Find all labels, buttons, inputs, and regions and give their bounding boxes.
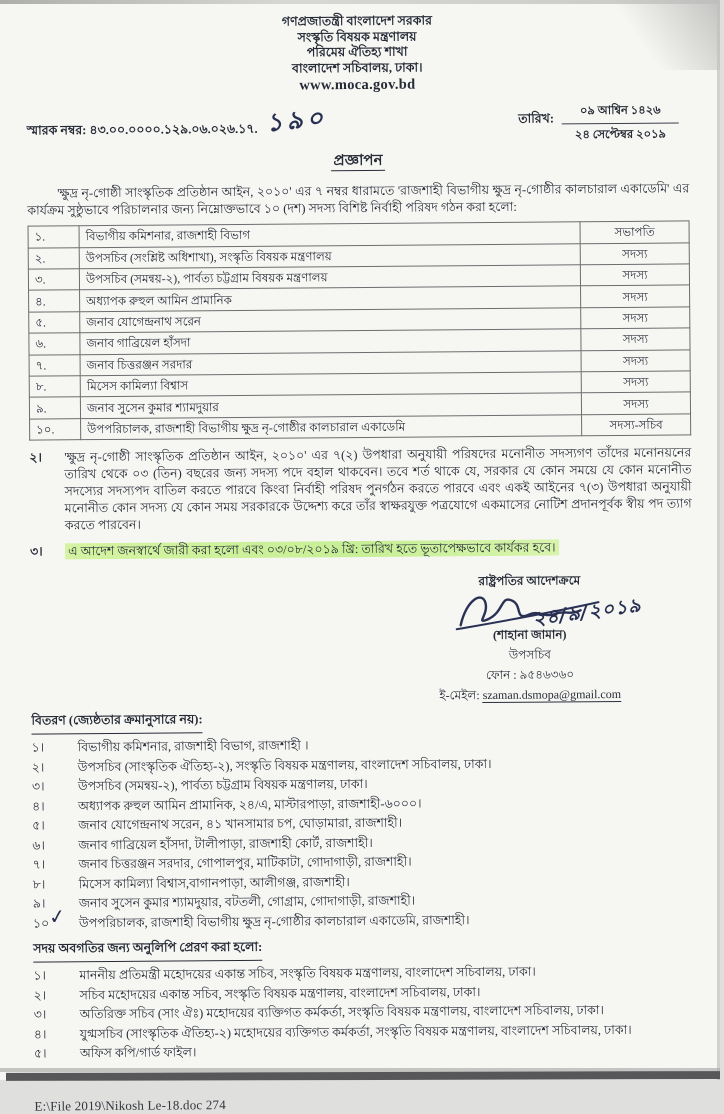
- scan-corner-shadow: [570, 0, 720, 70]
- signatory-designation: উপসচিব: [508, 647, 551, 662]
- list-item: ৫। জনাব যোগেন্দ্রনাথ সরেন, ৪১ খানসামার চপ, ঘোড়ামারা, রাজশাহী।: [32, 815, 403, 833]
- memo-number-line: [27, 104, 328, 149]
- clause-2: [29, 444, 692, 534]
- handwritten-date: ২৪/৯/২০১৯: [531, 594, 643, 631]
- list-item: ৮। মিসেস কামিল্যা বিশ্বাস,বাগানপাড়া, আলীগঞ্জ, রাজশাহী।: [32, 874, 350, 892]
- clause-3-number: ৩।: [30, 544, 43, 559]
- table-row: ৭. জনাব চিত্তরঞ্জন সরদার সদস্য: [29, 349, 690, 376]
- table-row: ৫. জনাব যোগেন্দ্রনাথ সরেন সদস্য: [29, 307, 690, 334]
- clause-2-number: ২।: [29, 450, 43, 465]
- list-item: ১। মাননীয় প্রতিমন্ত্রী মহোদয়ের একান্ত সচিব, সংস্কৃতি বিষয়ক মন্ত্রণালয়, বাংলাদেশ সচিবালয়, ঢাকা।: [33, 964, 536, 983]
- list-item: ৯। জনাব সুসেন কুমার শ্যামদুয়ার, বটতলী, গোগ্রাম, গোদাগাড়ী, রাজশাহী।: [32, 893, 416, 911]
- list-item: ৫। অফিস কপি/গার্ড ফাইল।: [33, 1045, 197, 1061]
- list-item: ২। সচিব মহোদয়ের একান্ত সচিব, সংস্কৃতি বিষয়ক মন্ত্রণালয়, বাংলাদেশ সচিবালয়, ঢাকা।: [33, 984, 481, 1003]
- date-label: তারিখ:: [518, 111, 555, 126]
- list-item: ৭। জনাব চিত্তরঞ্জন সরদার, গোপালপুর, মাটিকাটা, গোদাগাড়ী, রাজশাহী।: [32, 854, 412, 872]
- table-row: ৮. মিসেস কামিল্যা বিশ্বাস সদস্য: [29, 371, 690, 398]
- table-row: ১. বিভাগীয় কমিশনার, রাজশাহী বিভাগ সভাপতি: [28, 221, 689, 248]
- clause-3: [30, 538, 692, 560]
- signatory-phone: ফোন : ৯৫৪৬৩৬০: [485, 667, 575, 683]
- scan-edge-bottom: [6, 1071, 720, 1081]
- table-row: ২. উপসচিব (সংশ্লিষ্ট অধিশাখা), সংস্কৃতি বিষয়ক মন্ত্রণালয় সদস্য: [28, 242, 689, 269]
- table-row: ১০. উপপরিচালক, রাজশাহী বিভাগীয় ক্ষুদ্র নৃ-গোষ্ঠীর কালচারাল একাডেমি সদস্য-সচিব: [30, 414, 691, 441]
- copies-heading: সদয় অবগতির জন্য অনুলিপি প্রেরণ করা হলো:: [33, 939, 262, 963]
- memo-number-value: ৪৩.০০.০০০০.১২৯.০৬.০২৬.১৭.: [89, 121, 258, 138]
- handwritten-memo-number: ১৯০: [264, 102, 329, 138]
- memo-number-label: স্মারক নম্বর:: [26, 123, 87, 138]
- by-order-text: রাষ্ট্রপতির আদেশক্রমে: [478, 573, 581, 589]
- handwritten-checkmark-icon: ✓: [47, 904, 68, 930]
- copies-section: [33, 935, 696, 1064]
- table-row: ৪. অধ্যাপক রুহুল আমিন প্রামানিক সদস্য: [29, 285, 690, 312]
- ministry-name: সংস্কৃতি বিষয়ক মন্ত্রণালয়: [297, 29, 417, 44]
- notification-title: প্রজ্ঞাপন: [27, 146, 689, 176]
- date-gregorian: ২৪ সেপ্টেম্বর ২০১৯: [562, 122, 679, 145]
- handwritten-signature: [404, 588, 654, 632]
- date-block: [518, 101, 679, 145]
- list-item: ৪। যুগ্মসচিব (সাংস্কৃতিক ঐতিহ্য-২) মহোদয়ের ব্যক্তিগত কর্মকর্তা, সংস্কৃতি বিষয়ক মন্ত্রণালয়, বাংলাদেশ সচিবালয়, ঢাকা।: [33, 1022, 632, 1042]
- secretariat-address: বাংলাদেশ সচিবালয়, ঢাকা।: [291, 59, 423, 76]
- distribution-section: [31, 707, 695, 933]
- scan-edge-right: [717, 0, 720, 1080]
- list-item: ৬। জনাব গাব্রিয়েল হাঁসদা, টালীপাড়া, রাজশাহী কোর্ট, রাজশাহী।: [32, 835, 373, 853]
- signatory-email-line: [405, 684, 655, 706]
- ministry-website: www.moca.gov.bd: [299, 76, 416, 94]
- table-row: ৯. জনাব সুসেন কুমার শ্যামদুয়ার সদস্য: [29, 392, 690, 419]
- list-item: ৩। অতিরিক্ত সচিব (সাং ঐঃ) মহোদয়ের ব্যক্তিগত কর্মকর্তা, সংস্কৃতি বিষয়ক মন্ত্রণালয়, বাংলাদেশ সচিবালয়, ঢাকা।: [33, 1003, 605, 1022]
- signature-block: [404, 570, 655, 706]
- table-row: ৬. জনাব গাব্রিয়েল হাঁসদা সদস্য: [29, 328, 690, 355]
- highlighted-text: এ আদেশ জনস্বার্থে জারী করা হলো এবং ০৩/০৮/২০১৯ খ্রি: তারিখ হতে ভূতাপেক্ষভাবে কার্যকর হবে।: [65, 540, 559, 560]
- list-item: ৩। উপসচিব (সমন্বয়-২), পার্বত্য চট্টগ্রাম বিষয়ক মন্ত্রণালয়, ঢাকা।: [31, 777, 368, 794]
- list-item: ৪। অধ্যাপক রুহুল আমিন প্রামানিক, ২৪/এ, মাস্টারপাড়া, রাজশাহী-৬০০০।: [32, 796, 422, 814]
- list-item: ২। উপসচিব (সাংস্কৃতিক ঐতিহ্য-২), সংস্কৃতি বিষয়ক মন্ত্রণালয়, বাংলাদেশ সচিবালয়, ঢাকা।: [31, 756, 492, 775]
- list-item: ১। বিভাগীয় কমিশনার, রাজশাহী বিভাগ, রাজশাহী ।: [31, 738, 309, 755]
- committee-table: [28, 221, 692, 441]
- table-row: ৩. উপসচিব (সমন্বয়-২), পার্বত্য চট্টগ্রাম বিষয়ক মন্ত্রণালয় সদস্য: [28, 264, 689, 291]
- signatory-name: (শাহানা জামান): [492, 627, 567, 643]
- email-label: ই-মেইল:: [439, 688, 480, 703]
- distribution-heading: বিতরণ (জ্যেষ্ঠতার ক্রমানুসারে নয়):: [31, 711, 202, 734]
- government-name: গণপ্রজাতন্ত্রী বাংলাদেশ সরকার: [281, 13, 432, 29]
- date-values: [562, 101, 679, 145]
- clause-3-text: [65, 538, 692, 560]
- branch-name: পরিমেয় ঐতিহ্য শাখা: [306, 44, 408, 60]
- file-path-footer: E:\File 2019\Nikosh Le-18.doc 274: [34, 1096, 226, 1114]
- email-address: szaman.dsmopa@gmail.com: [482, 687, 622, 703]
- clause-2-text: 'ক্ষুদ্র নৃ-গোষ্ঠী সাংস্কৃতিক প্রতিষ্ঠান আইন, ২০১০' এর ৭(২) উপধারা অনুযায়ী পরিষদের মনোনীত সদস্যগণ তাঁদের মনোনয়নের তারিখ থেকে ০৩ (তিন) বছরের জন্য সদস্য পদে বহাল থাকবেন। তবে শর্ত থাকে যে, সরকার যে কোন সময়ে যে কোন মনোনীত সদস্যের সদস্যপদ বাতিল করতে পারবে কিংবা নির্বাহী পরিষদ পুনর্গঠন করতে পারবে এবং একই আইনের ৭(৩) উপধারা অনুযায়ী মনোনীত কোন সদস্য যে কোন সময় সরকারকে উদ্দেশ্য করে তাঁর স্বাক্ষরযুক্ত পত্রযোগে একমাসের নোটিশ প্রদানপূর্বক স্বীয় পদ ত্যাগ করতে পারবেন।: [64, 445, 692, 533]
- list-item: ১০ ✓ উপপরিচালক, রাজশাহী বিভাগীয় ক্ষুদ্র নৃ-গোষ্ঠীর কালচারাল একাডেমি, রাজশাহী।: [32, 904, 470, 931]
- date-bangla: ০৯ আশ্বিন ১৪২৬: [579, 104, 661, 118]
- opening-paragraph: 'ক্ষুদ্র নৃ-গোষ্ঠী সাংস্কৃতিক প্রতিষ্ঠান আইন, ২০১০' এর ৭ নম্বর ধারামতে 'রাজশাহী বিভাগীয় ক্ষুদ্র নৃ-গোষ্ঠীর কালচারাল একাডেমি' এর কার্যক্রম সুষ্ঠুভাবে পরিচালনার জন্য নিম্নোক্তভাবে ১০ (দশ) সদস্য বিশিষ্ট নির্বাহী পরিষদ গঠন করা হলো:: [27, 181, 690, 218]
- scan-edge-top: [0, 0, 720, 4]
- memo-date-row: [26, 101, 689, 142]
